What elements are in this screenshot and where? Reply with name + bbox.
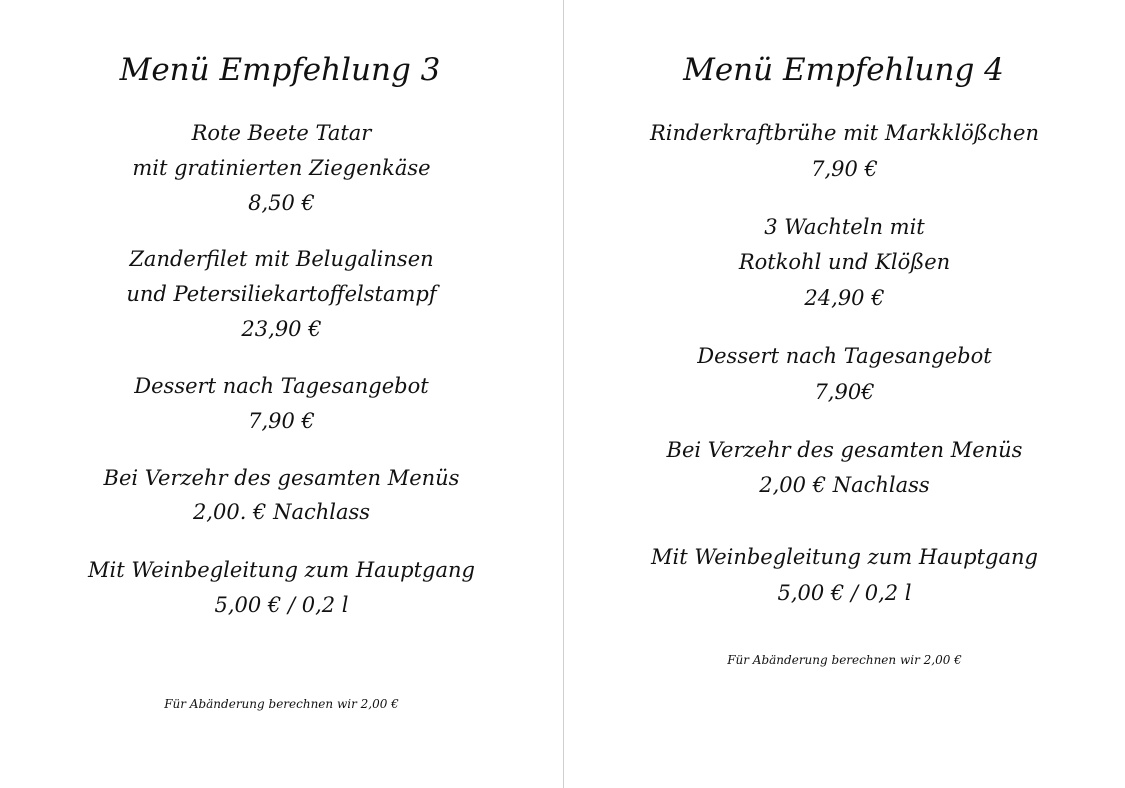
wine-line: Mit Weinbegleitung zum Hauptgang [650,545,1038,569]
discount-line: Bei Verzehr des gesamten Menüs [103,466,460,490]
menu-title: Menü Empfehlung 4 [683,52,1004,88]
course-price: 7,90€ [814,380,875,404]
discount-line: 2,00. € Nachlass [192,500,371,524]
course-line: Rotkohl und Klößen [738,250,951,274]
wine-price: 5,00 € / 0,2 l [777,581,912,605]
change-fee-note: Für Abänderung berechnen wir 2,00 € [727,653,962,667]
course-line: Zanderfilet mit Belugalinsen [129,247,434,271]
course-price: 8,50 € [248,191,315,215]
discount-line: Bei Verzehr des gesamten Menüs [666,438,1023,462]
wine-price: 5,00 € / 0,2 l [214,593,349,617]
course-line: Dessert nach Tagesangebot [697,344,992,368]
discount-line: 2,00 € Nachlass [759,473,930,497]
course-price: 7,90 € [811,157,878,181]
course-price: 24,90 € [804,286,885,310]
course-price: 7,90 € [248,409,315,433]
change-fee-note: Für Abänderung berechnen wir 2,00 € [164,697,399,711]
course-line: 3 Wachteln mit [764,215,925,239]
course-line: und Petersiliekartoffelstampf [126,282,437,306]
course-line: Dessert nach Tagesangebot [134,374,429,398]
course-line: mit gratinierten Ziegenkäse [132,156,431,180]
course-line: Rinderkraftbrühe mit Markklößchen [650,121,1039,145]
course-line: Rote Beete Tatar [191,121,372,145]
menu-title: Menü Empfehlung 3 [119,52,441,88]
wine-line: Mit Weinbegleitung zum Hauptgang [87,558,475,582]
menu-page-right [564,0,1125,788]
course-price: 23,90 € [241,317,322,341]
